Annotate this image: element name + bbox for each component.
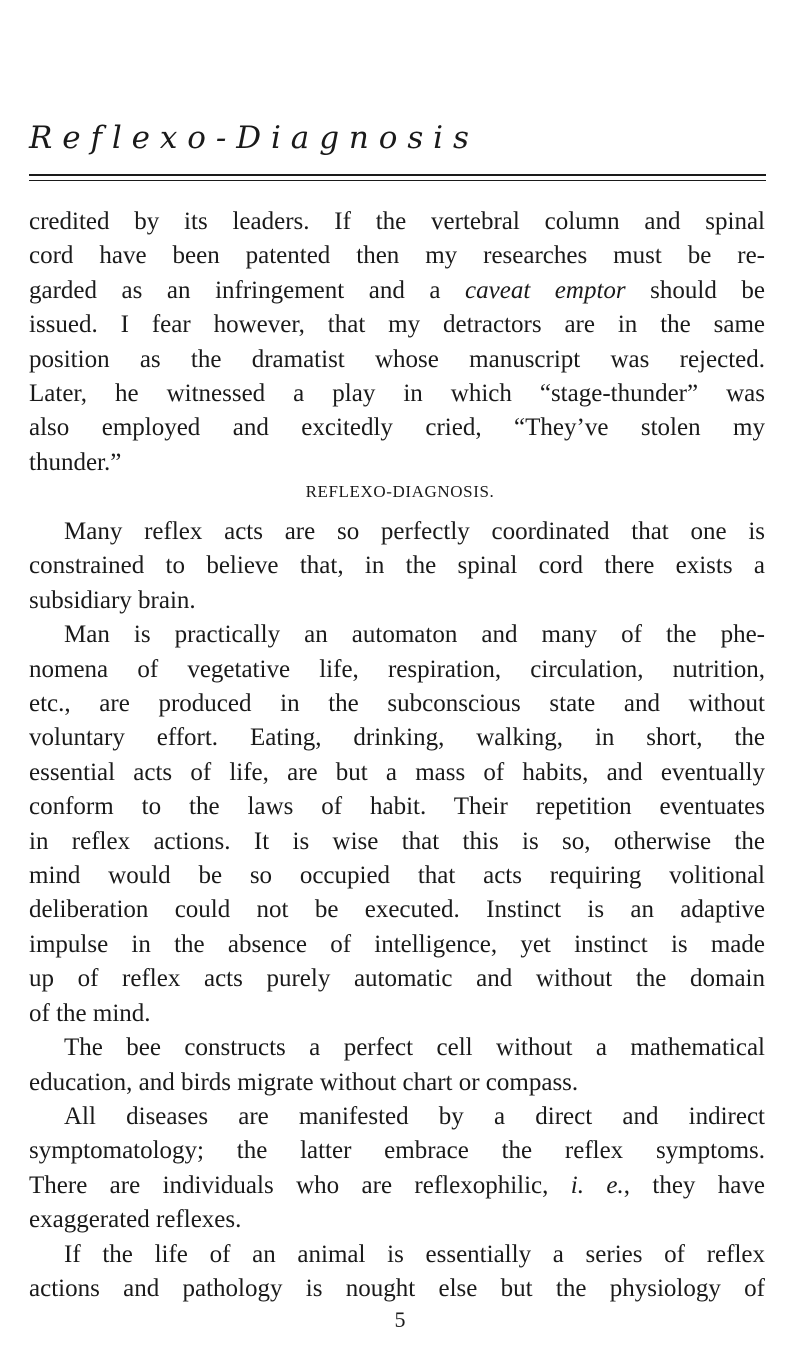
text-line: deliberation could not be executed. Instinct is an adaptive [29,896,765,924]
text-line: All diseases are manifested by a direct and indirect [64,1102,765,1130]
text-line: essential acts of life, are but a mass of habits, and eventually [29,758,765,786]
text-run: garded as an infringement and a [29,276,466,304]
text-line: mind would be so occupied that acts requiring volitional [29,862,765,890]
text-line: conform to the laws of habit. Their repetition eventuates [29,793,765,821]
text-line: If the life of an animal is essentially a series of reflex [64,1240,765,1268]
italic-phrase: caveat emptor [465,276,626,304]
text-line: education, and birds migrate without chart or compass. [29,1068,579,1096]
text-line: issued. I fear however, that my detractors are in the same [29,311,765,339]
paragraph [29,1100,765,1238]
section-heading: REFLEXO-DIAGNOSIS. [305,482,495,501]
text-line: symptomatology; the latter embrace the reflex symptoms. [29,1137,765,1165]
paragraph-continued [29,205,765,480]
header-rule-thick [29,174,766,176]
text-run: , they have [623,1171,765,1199]
paragraph [29,1238,765,1307]
text-run: should be [625,276,765,304]
text-line [29,1169,765,1203]
text-line: The bee constructs a perfect cell without a mathematical [64,1034,765,1062]
text-line: also employed and excitedly cried, “They’ve stolen my [29,414,765,442]
text-line: Later, he witnessed a play in which “stage-thunder” was [29,380,765,408]
text-line: of the mind. [29,999,151,1027]
text-line: position as the dramatist whose manuscript was rejected. [29,345,765,373]
paragraph [29,515,765,618]
paragraph [29,1031,765,1100]
text-line: thunder.” [29,448,122,476]
text-line: credited by its leaders. If the vertebral column and spinal [29,208,765,235]
text-line: voluntary effort. Eating, drinking, walking, in short, the [29,724,765,752]
running-head: Reflexo-Diagnosis [29,120,479,156]
text-line: impulse in the absence of intelligence, yet instinct is made [29,930,765,958]
text-line: subsidiary brain. [29,586,196,614]
text-line: nomena of vegetative life, respiration, circulation, nutrition, [29,655,765,683]
section-body [29,515,765,1306]
text-line: actions and pathology is nought else but the physiology of [29,1274,765,1302]
header-rule-thin [29,180,766,181]
text-run: There are individuals who are reflexophilic, [29,1171,571,1199]
text-line: in reflex actions. It is wise that this is so, otherwise the [29,827,765,855]
text-line: etc., are produced in the subconscious state and without [29,690,765,718]
text-line: Many reflex acts are so perfectly coordinated that one is [64,518,765,545]
text-line: up of reflex acts purely automatic and without the domain [29,965,765,993]
text-line: Man is practically an automaton and many of the phe- [64,621,765,649]
paragraph [29,618,765,1031]
page-number: 5 [394,1307,406,1332]
text-line: exaggerated reflexes. [29,1206,242,1234]
text-line [29,274,765,308]
text-line: constrained to believe that, in the spinal cord there exists a [29,552,765,580]
italic-phrase: i. e. [570,1171,624,1199]
text-line: cord have been patented then my researches must be re- [29,242,765,270]
